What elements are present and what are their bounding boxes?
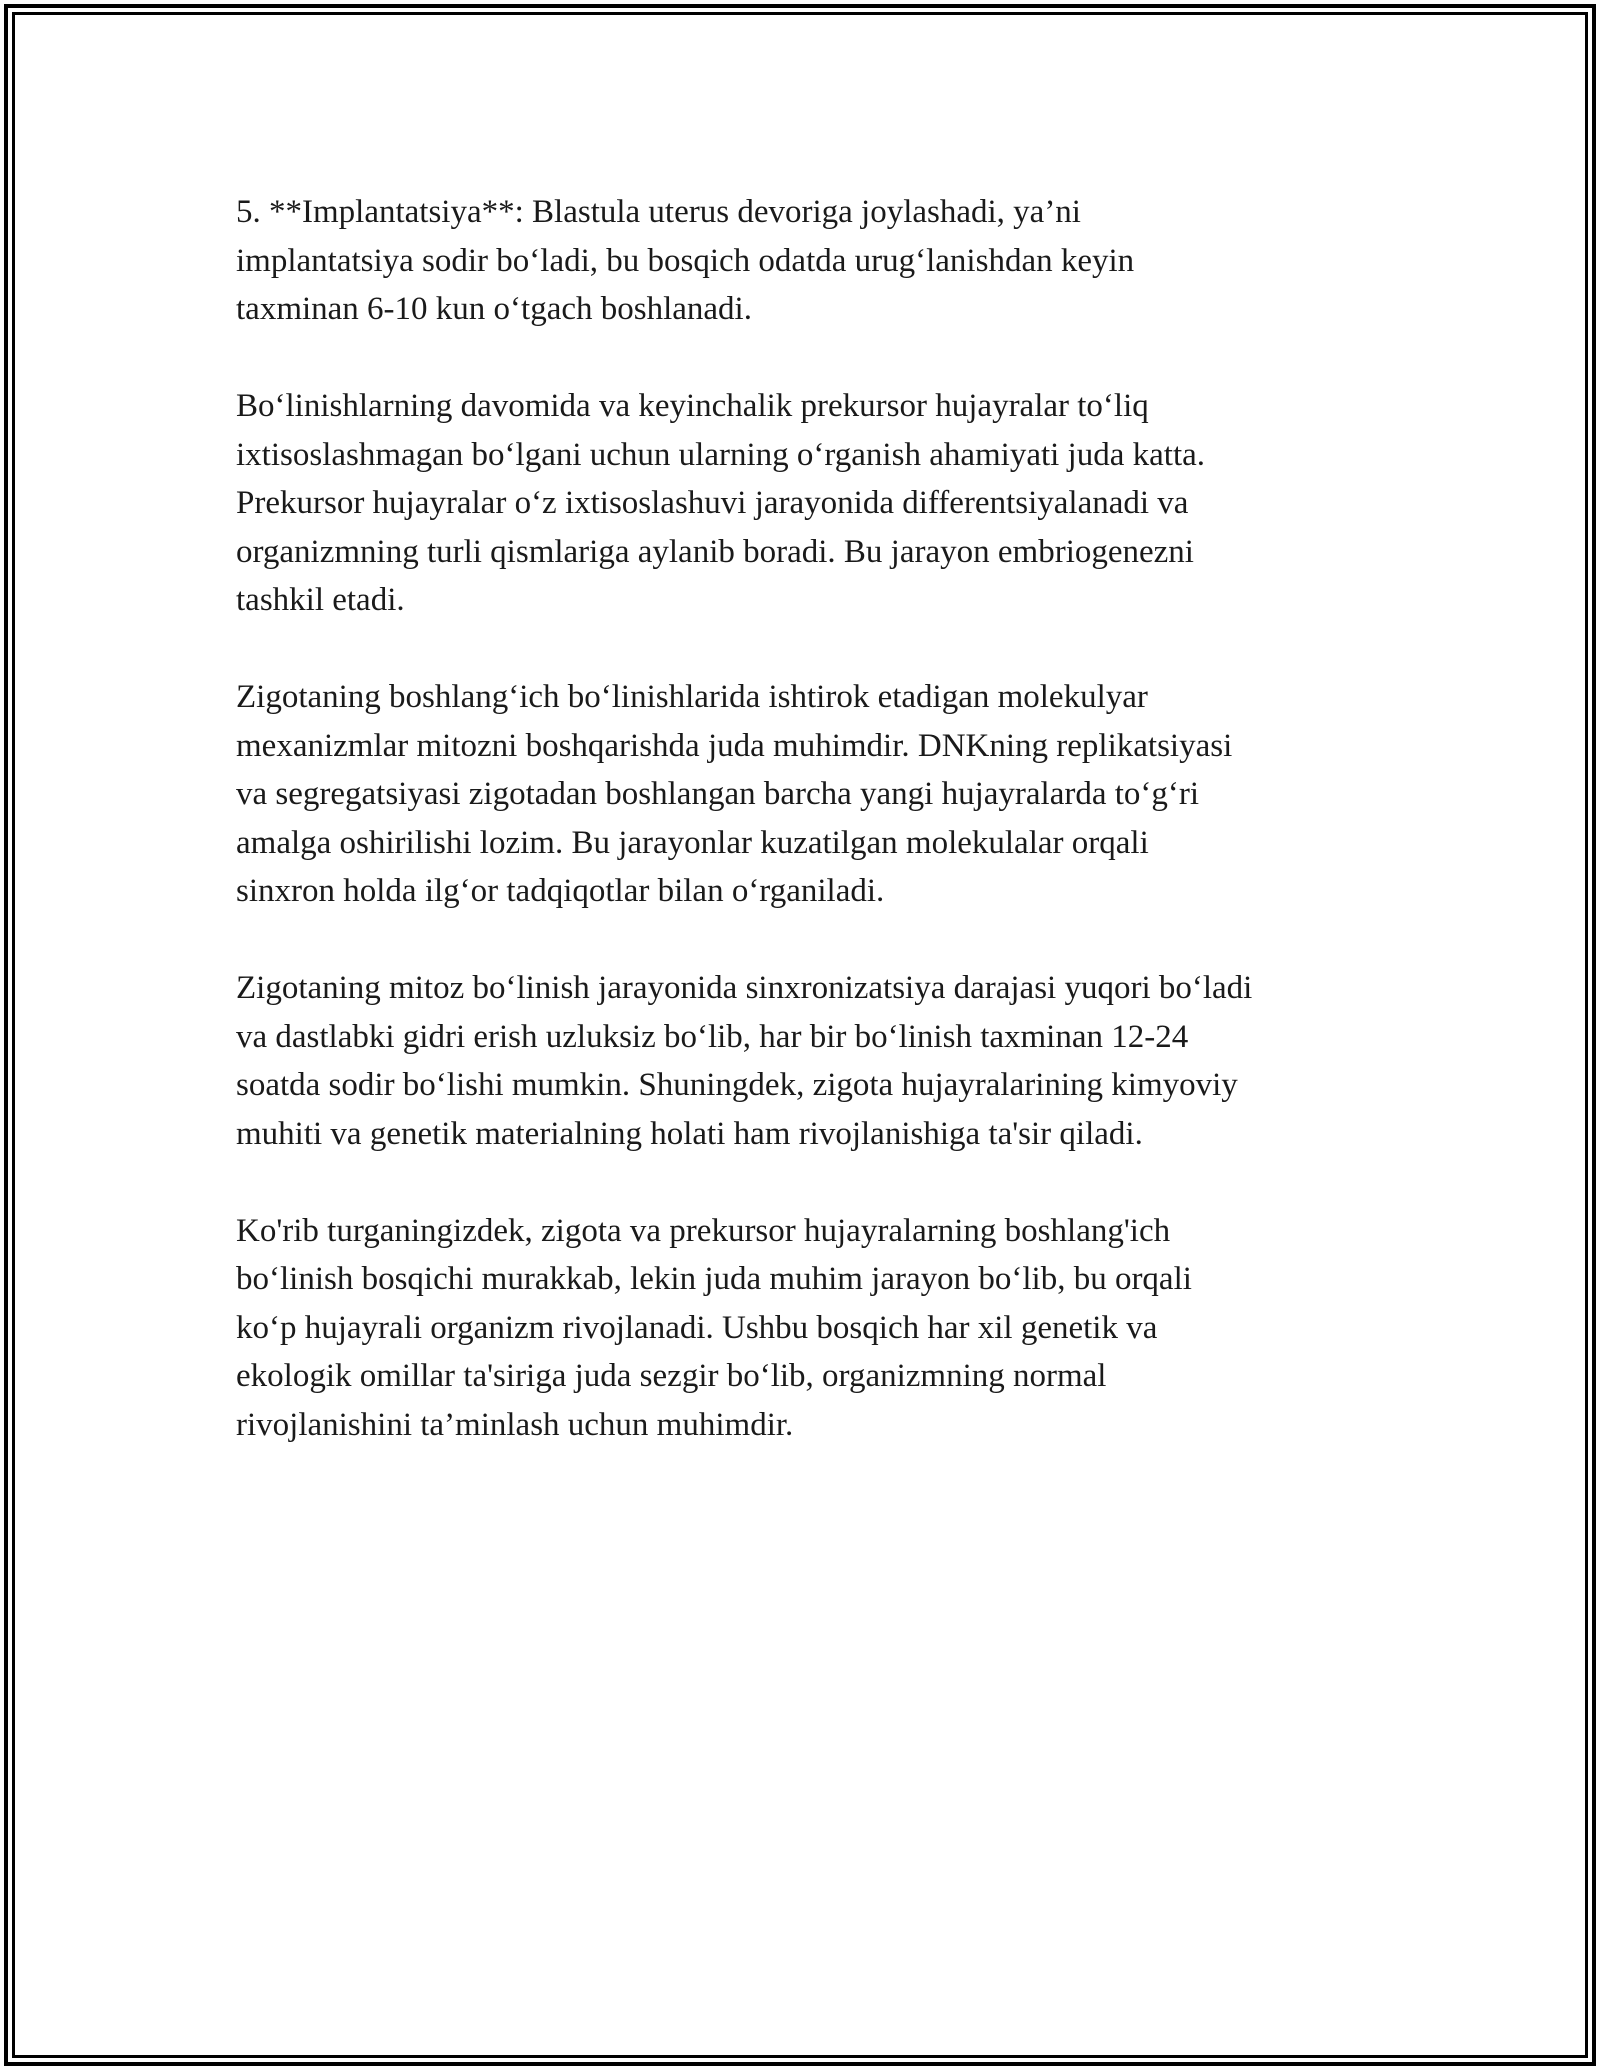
document-body xyxy=(236,188,1386,1449)
paragraph-implantation: 5. **Implantatsiya**: Blastula uterus devoriga joylashadi, ya’ni implantatsiya sodir bo‘ladi, bu bosqich odatda urug‘lanishdan keyin taxminan 6-10 kun o‘tgach boshlanadi. xyxy=(236,194,1135,327)
paragraph-conclusion: Ko'rib turganingizdek, zigota va prekursor hujayralarning boshlang'ich bo‘linish bosqichi murakkab, lekin juda muhim jarayon bo‘lib, bu orqali ko‘p hujayrali organizm rivojlanadi. Ushbu bosqich har xil genetik va ekologik omillar ta'siriga juda sezgir bo‘lib, organizmning normal rivojlanishini ta’minlash uchun muhimdir. xyxy=(236,1212,1192,1443)
paragraph-precursor-cells: Bo‘linishlarning davomida va keyinchalik prekursor hujayralar to‘liq ixtisoslashmagan bo‘lgani uchun ularning o‘rganish ahamiyati juda katta. Prekursor hujayralar o‘z ixtisoslashuvi jarayonida differentsiyalanadi va organizmning turli qismlariga aylanib boradi. Bu jarayon embriogenezni tashkil etadi. xyxy=(236,388,1206,618)
paragraph-mitotic-division: Zigotaning mitoz bo‘linish jarayonida sinxronizatsiya darajasi yuqori bo‘ladi va dastlabki gidri erish uzluksiz bo‘lib, har bir bo‘linish taxminan 12-24 soatda sodir bo‘lishi mumkin. Shuningdek, zigota hujayralarining kimyoviy muhiti va genetik materialning holati ham rivojlanishiga ta'sir qiladi. xyxy=(236,970,1253,1152)
paragraph-molecular-mechanisms: Zigotaning boshlang‘ich bo‘linishlarida ishtirok etadigan molekulyar mexanizmlar mitozni boshqarishda juda muhimdir. DNKning replikatsiyasi va segregatsiyasi zigotadan boshlangan barcha yangi hujayralarda to‘g‘ri amalga oshirilishi lozim. Bu jarayonlar kuzatilgan molekulalar orqali sinxron holda ilg‘or tadqiqotlar bilan o‘rganiladi. xyxy=(236,679,1233,909)
